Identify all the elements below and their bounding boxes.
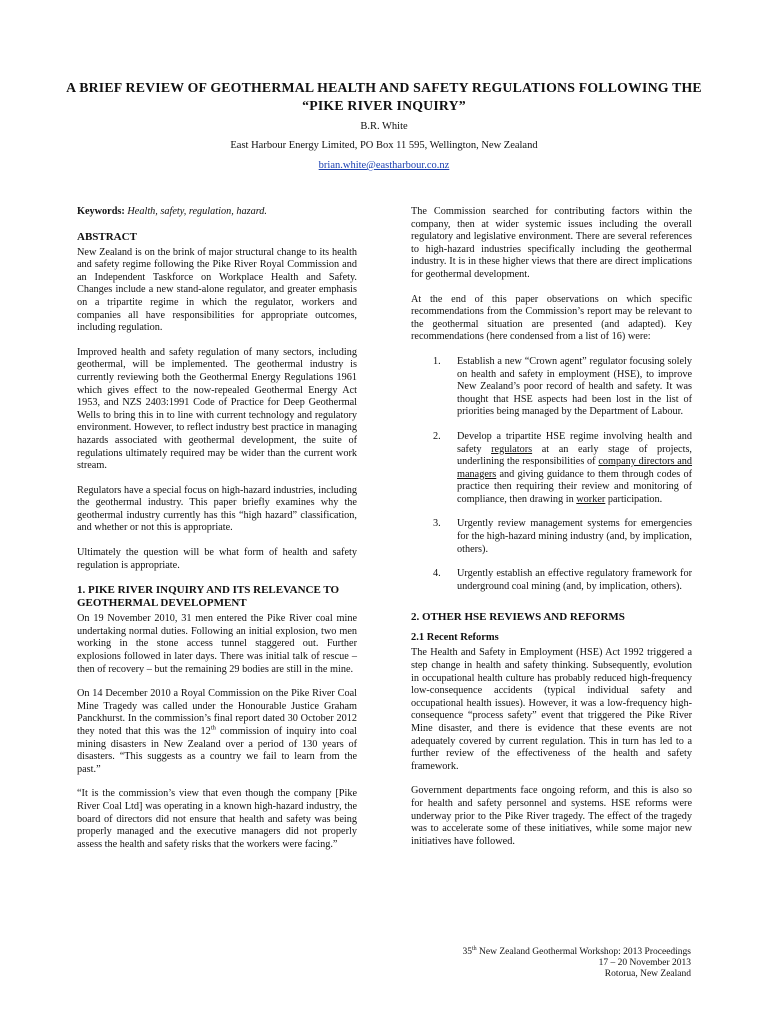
footer-location: Rotorua, New Zealand	[604, 969, 691, 979]
right-paragraph: The Commission searched for contributing factors within the company, then at wider systemic issues including the overall regulatory and legislative environment. There are several references to high-hazard industries specifically including the geothermal industry. It is in these higher views that there are direct implications for geothermal development.	[411, 206, 692, 280]
recommendation-text: Urgently establish an effective regulatory framework for underground coal mining (and, by implication, others).	[457, 568, 692, 592]
section-1-text: On 14 December 2010 a Royal Commission on the Pike River Coal Mine Tragedy was called under the Honourable Justice Graham Panckhurst. In the commission’s final report dated 30 October 2012 they noted that this was the 12	[77, 688, 357, 737]
footer-dates: 17 – 20 November 2013	[598, 958, 691, 968]
author-name: B.R. White	[360, 121, 408, 132]
recommendation-number: 4.	[433, 568, 441, 580]
recommendation-number: 2.	[433, 430, 441, 442]
author-email-link[interactable]: brian.white@eastharbour.co.nz	[318, 160, 450, 171]
footer-workshop-line	[462, 947, 691, 958]
abstract-paragraph: Regulators have a special focus on high-hazard industries, including the geothermal industry. This paper briefly examines why the geothermal industry currently has this “high hazard” classification, and whether or not this is appropriate.	[77, 484, 357, 534]
recommendation-item	[411, 356, 692, 419]
recommendations-list	[411, 356, 692, 594]
recommendation-text: Establish a new “Crown agent” regulator focusing solely on health and safety in employment (HSE), to improve New Zealand’s poor record of health and safety. It was thought that HSE aspects had been lost in the list of priorities being managed by the Department of Labour.	[457, 355, 692, 418]
section-2-1-heading: 2.1 Recent Reforms	[411, 632, 499, 644]
section-1-quote: “It is the commission’s view that even though the company [Pike River Coal Ltd] was operating in a known high-hazard industry, the board of directors did not ensure that health and safety was being properly managed and the executive managers did not properly assess the health and safety risks that the workers were facing.”	[77, 788, 357, 850]
footer-ordinal: 35	[462, 947, 472, 957]
section-1-heading: 1. PIKE RIVER INQUIRY AND ITS RELEVANCE TO GEOTHERMAL DEVELOPMENT	[77, 584, 340, 610]
footer-workshop-name: New Zealand Geothermal Workshop: 2013 Proceedings	[476, 947, 691, 957]
underlined-term: worker	[576, 493, 606, 505]
underlined-term: regulators	[491, 443, 533, 455]
underlined-term: company directors and managers	[457, 456, 693, 480]
section-1-paragraph	[77, 688, 357, 776]
recommendation-number: 1.	[433, 355, 441, 367]
left-column	[77, 206, 357, 863]
paper-title: A BRIEF REVIEW OF GEOTHERMAL HEALTH AND SAFETY REGULATIONS FOLLOWING THE “PIKE RIVER INQUIRY”	[66, 80, 702, 113]
section-2-1-paragraph: The Health and Safety in Employment (HSE) Act 1992 triggered a step change in health and safety thinking. Subsequently, evolution in occupational health culture has probably reduced high-frequency low-consequence accidents (typical individual safety and occupational health issues). However, it was a low-frequency high-consequence “process safety” event that triggered the Pike River Mine disaster, and there is evidence that these events are not adequately covered by current regulation. This in turn has led to a further review of the effectiveness of the health and safety framework.	[411, 647, 692, 772]
section-1-paragraph: On 19 November 2010, 31 men entered the Pike River coal mine undertaking normal duties. Following an initial explosion, two men working in the stone access tunnel staggered out. Further explosions followed in later days. There was initial talk of rescue – then of recovery – but the remaining 29 bodies are still in the mine.	[77, 613, 357, 675]
recommendation-item	[411, 431, 692, 507]
right-column	[411, 206, 692, 860]
section-2-heading: 2. OTHER HSE REVIEWS AND REFORMS	[411, 611, 625, 624]
recommendation-item	[411, 518, 692, 556]
recommendation-text: Urgently review management systems for emergencies for the high-hazard mining industry (and, by implication, others).	[457, 518, 692, 555]
keywords-value: Health, safety, regulation, hazard.	[127, 206, 267, 217]
abstract-heading: ABSTRACT	[77, 230, 137, 243]
keywords-line	[77, 206, 357, 219]
recommendation-text: and giving guidance to them through codes of practice then requiring their review and monitoring of compliance, then drawing in	[457, 468, 692, 505]
ordinal-suffix: th	[210, 724, 216, 732]
abstract-paragraph: New Zealand is on the brink of major structural change to its health and safety regime following the Pike River Royal Commission and an Independent Taskforce on Workplace Health and Safety. Changes include a new stand-alone regulator, and greater emphasis on a tripartite regime in which the regulator, workers and companies all have responsibilities for appropriate outcomes, including regulation.	[77, 246, 357, 334]
author-affiliation: East Harbour Energy Limited, PO Box 11 595, Wellington, New Zealand	[230, 140, 538, 151]
abstract-paragraph: Improved health and safety regulation of many sectors, including geothermal, will be implemented. The geothermal industry is currently reviewing both the Geothermal Energy Regulations 1961 which gives effect to the now-repealed Geothermal Energy Act 1953, and NZS 2403:1991 Code of Practice for Deep Geothermal Wells to bring this in to line with current technology and regulatory environment. However, to reflect industry best practice in managing hazards associated with geothermal development, the suite of regulations ultimately required may be wider than the current work stream.	[77, 346, 357, 472]
keywords-label: Keywords:	[77, 206, 125, 217]
page-footer	[462, 947, 691, 980]
recommendation-item	[411, 568, 692, 593]
recommendation-text: Develop a tripartite HSE regime involving health and safety	[457, 430, 692, 455]
recommendation-number: 3.	[433, 518, 441, 530]
right-paragraph: At the end of this paper observations on which specific recommendations from the Commission’s report may be relevant to the geothermal situation are presented (and adapted). Key recommendations (here condensed from a list of 16) were:	[411, 293, 692, 343]
footer-ordinal-suffix: th	[471, 945, 477, 952]
abstract-paragraph: Ultimately the question will be what form of health and safety regulation is appropriate.	[77, 547, 357, 571]
section-1-text: commission of inquiry into coal mining disasters in New Zealand over a period of 130 years of disasters. “This suggests as a country we fail to learn from the past.”	[77, 726, 357, 775]
recommendation-text: participation.	[605, 493, 663, 505]
section-2-1-paragraph: Government departments face ongoing reform, and this is also so for health and safety personnel and systems. HSE reforms were underway prior to the Pike River tragedy. The effect of the tragedy was to accelerate some of these initiatives, while some major new initiatives have followed.	[411, 785, 692, 847]
recommendation-text: at an early stage of projects, underlining the responsibilities of	[457, 443, 692, 468]
